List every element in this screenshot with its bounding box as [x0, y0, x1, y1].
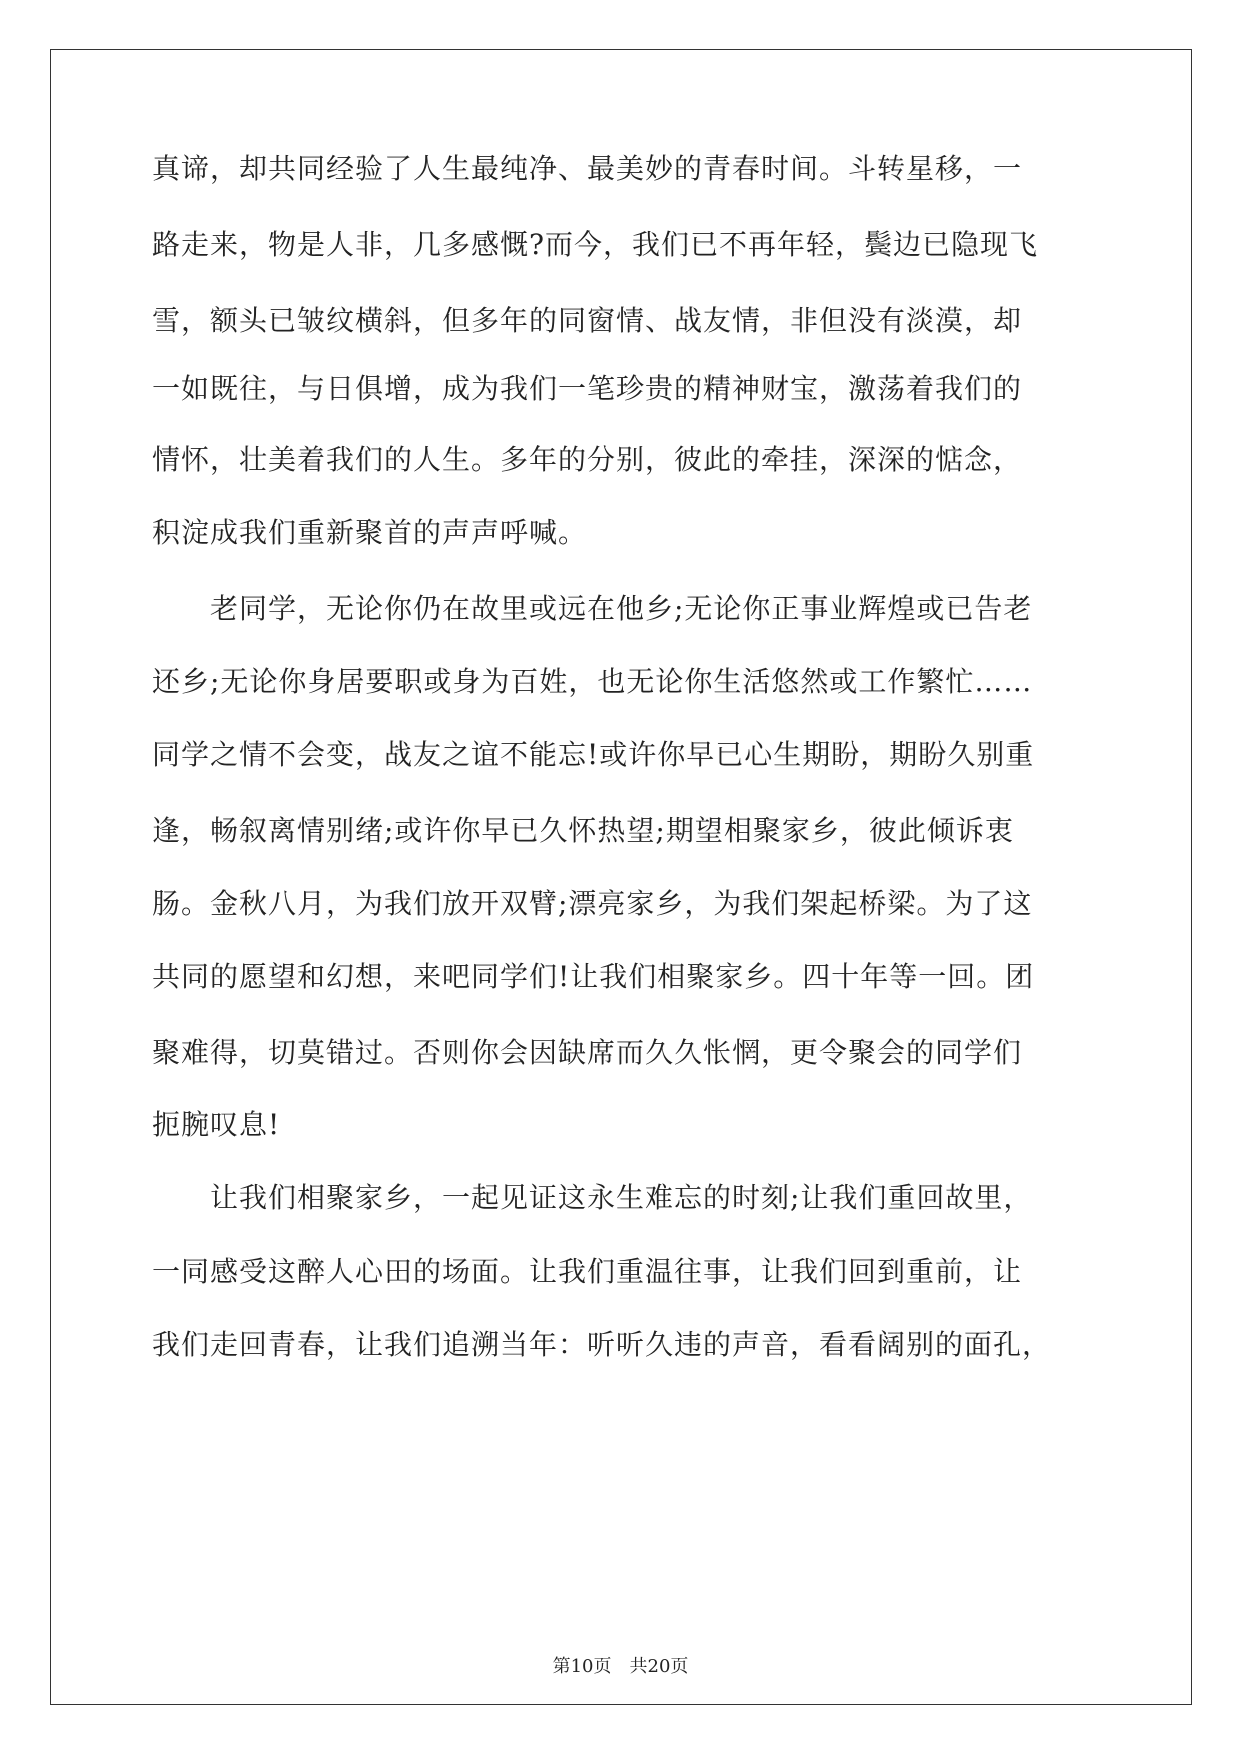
text-line: 路走来，物是人非，几多感慨?而今，我们已不再年轻，鬓边已隐现飞: [152, 228, 1039, 261]
page-border: [50, 49, 1192, 1705]
text-line: 我们走回青春，让我们追溯当年：听听久违的声音，看看阔别的面孔，: [152, 1328, 1052, 1361]
text-line: 积淀成我们重新聚首的声声呼喊。: [152, 516, 588, 549]
text-line: 真谛，却共同经验了人生最纯净、最美妙的青春时间。斗转星移，一: [152, 152, 1023, 185]
text-line: 共同的愿望和幻想，来吧同学们!让我们相聚家乡。四十年等一回。团: [152, 960, 1035, 993]
text-line: 扼腕叹息!: [152, 1108, 281, 1141]
text-line: 聚难得，切莫错过。否则你会因缺席而久久怅惘，更令聚会的同学们: [152, 1036, 1023, 1069]
text-line: 老同学，无论你仍在故里或远在他乡;无论你正事业辉煌或已告老: [152, 592, 1033, 625]
text-line: 情怀，壮美着我们的人生。多年的分别，彼此的牵挂，深深的惦念，: [152, 443, 1023, 476]
text-line: 让我们相聚家乡，一起见证这永生难忘的时刻;让我们重回故里，: [152, 1181, 1033, 1214]
text-line: 一如既往，与日俱增，成为我们一笔珍贵的精神财宝，激荡着我们的: [152, 372, 1023, 405]
text-line: 逢，畅叙离情别绪;或许你早已久怀热望;期望相聚家乡，彼此倾诉衷: [152, 814, 1014, 847]
page-footer: 第10页 共20页: [552, 1656, 689, 1677]
text-line: 还乡;无论你身居要职或身为百姓，也无论你生活悠然或工作繁忙……: [152, 665, 1033, 698]
text-line: 一同感受这醉人心田的场面。让我们重温往事，让我们回到重前，让: [152, 1255, 1023, 1288]
text-line: 肠。金秋八月，为我们放开双臂;漂亮家乡，为我们架起桥梁。为了这: [152, 887, 1033, 920]
text-line: 雪，额头已皱纹横斜，但多年的同窗情、战友情，非但没有淡漠，却: [152, 304, 1023, 337]
text-line: 同学之情不会变，战友之谊不能忘!或许你早已心生期盼，期盼久别重: [152, 738, 1035, 771]
